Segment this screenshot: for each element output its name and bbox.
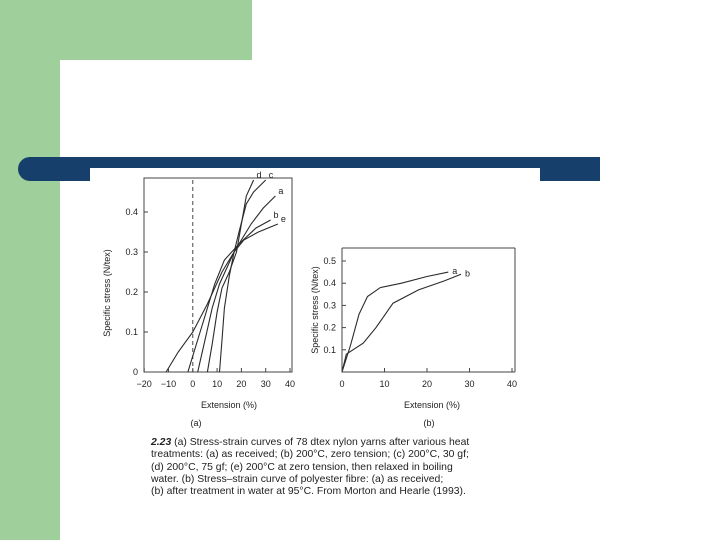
figure-svg	[90, 168, 540, 438]
caption-text-1: (a) Stress-strain curves of 78 dtex nylon yarns after various heat	[174, 437, 470, 448]
chart-a-series-c	[198, 180, 266, 372]
chart-b-ytick-label: 0.4	[323, 278, 336, 289]
chart-b-xtick-label: 0	[339, 379, 345, 389]
chart-a-ytick-label: 0.2	[125, 287, 138, 297]
caption-line-4: water. (b) Stress–strain curve of polyester fibre: (a) as received;	[151, 473, 444, 485]
caption-line-3: (d) 200°C, 75 gf; (e) 200°C at zero tension, then relaxed in boiling	[151, 461, 453, 473]
chart-a-series-e	[220, 224, 278, 372]
background-green-strip	[0, 0, 60, 540]
caption-line-1	[151, 437, 541, 449]
chart-b-xtick-label: 10	[379, 379, 390, 389]
chart-a-series-label-c: c	[268, 170, 274, 180]
chart-a-xlabel: Extension (%)	[200, 400, 258, 410]
chart-a-series-label-b: b	[273, 210, 279, 220]
figure-panel	[90, 168, 540, 518]
caption-line-2: treatments: (a) as received; (b) 200°C, zero tension; (c) 200°C, 30 gf;	[151, 449, 469, 461]
chart-b-xlabel: Extension (%)	[403, 400, 461, 410]
chart-a	[102, 170, 295, 428]
chart-b-panel-label: (b)	[423, 418, 435, 428]
chart-b-series-a	[342, 272, 448, 372]
chart-b	[310, 248, 517, 428]
chart-b-series-b	[342, 274, 461, 372]
chart-a-ytick-label: 0.3	[125, 247, 138, 257]
chart-b-ylabel: Specific stress (N/tex)	[310, 266, 320, 354]
chart-b-ytick-label: 0.5	[323, 256, 336, 266]
chart-a-xtick-label: 10	[212, 379, 223, 389]
chart-a-series-b	[188, 220, 271, 372]
chart-b-ticks	[323, 256, 517, 389]
chart-a-xtick-label: −10	[160, 379, 177, 389]
chart-a-ytick-label: 0.1	[125, 327, 138, 337]
chart-b-ytick-label: 0.2	[323, 322, 336, 333]
chart-b-ytick-label: 0.1	[323, 344, 336, 355]
chart-a-series-a	[166, 196, 275, 372]
chart-b-curves	[342, 266, 470, 372]
chart-a-series-label-e: e	[280, 214, 286, 224]
chart-a-ytick-label: 0	[132, 367, 138, 377]
chart-a-xtick-label: 0	[190, 379, 196, 389]
caption-line-5: (b) after treatment in water at 95°C. From Morton and Hearle (1993).	[151, 486, 466, 498]
chart-b-ytick-label: 0.3	[323, 300, 336, 311]
chart-a-xtick-label: −20	[136, 379, 152, 389]
chart-b-axes	[342, 248, 515, 372]
chart-a-series-label-d: d	[256, 170, 262, 180]
chart-a-xtick-label: 30	[260, 379, 271, 389]
chart-a-xtick-label: 40	[284, 379, 296, 389]
chart-b-series-label-a: a	[452, 266, 458, 277]
chart-a-ytick-label: 0.4	[125, 207, 138, 217]
chart-a-ylabel: Specific stress (N/tex)	[102, 249, 112, 337]
figure-caption	[151, 437, 541, 498]
chart-a-panel-label: (a)	[190, 418, 202, 428]
chart-a-curves	[166, 170, 286, 372]
chart-a-xtick-label: 20	[236, 379, 247, 389]
chart-b-series-label-b: b	[465, 268, 471, 279]
chart-a-series-label-a: a	[278, 186, 284, 196]
chart-b-xtick-label: 30	[464, 379, 475, 389]
chart-b-xtick-label: 20	[421, 379, 433, 389]
chart-b-xtick-label: 40	[506, 379, 518, 389]
caption-number: 2.23	[151, 437, 172, 448]
chart-a-series-d	[207, 180, 253, 372]
